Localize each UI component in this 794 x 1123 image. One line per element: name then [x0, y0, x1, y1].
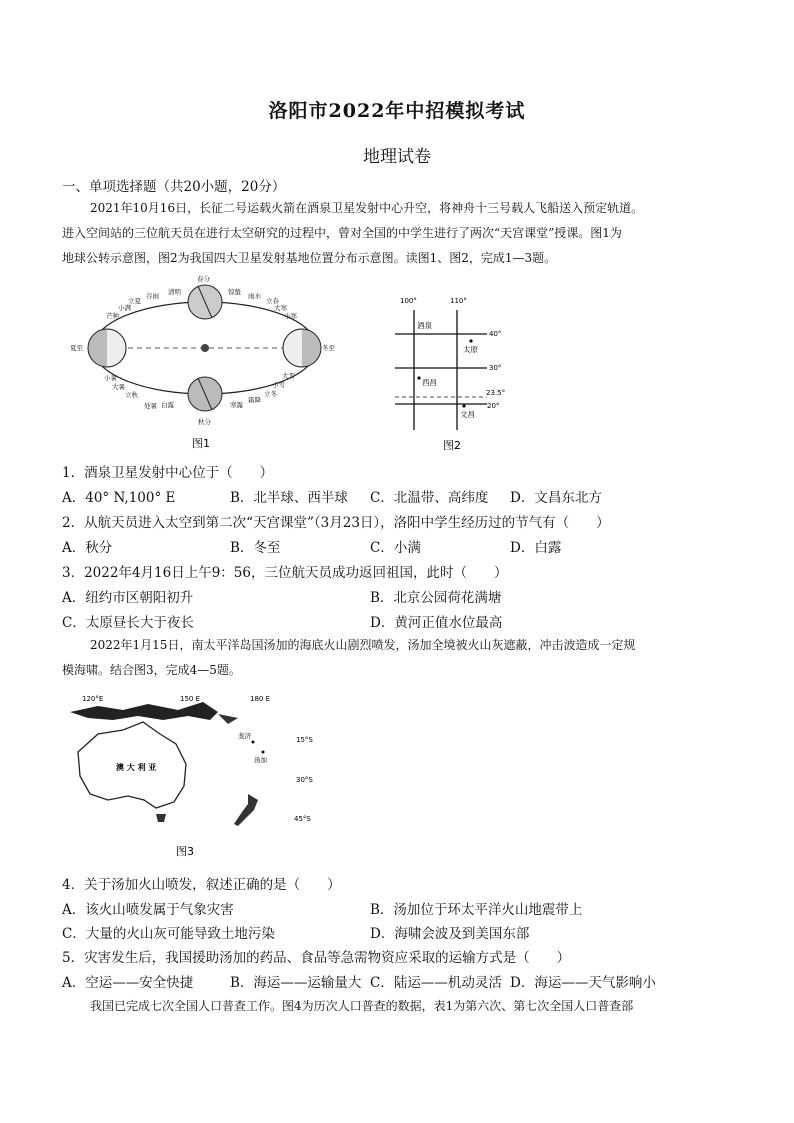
island-belt — [70, 702, 218, 720]
q4-option-b: B．汤加位于环太平洋火山地震带上 — [370, 902, 583, 918]
q2-option-a: A．秋分 — [62, 540, 113, 556]
term-mangzhong: 芒种 — [106, 312, 119, 320]
term-daxue: 大雪 — [282, 372, 295, 380]
section-heading: 一、单项选择题（共20小题，20分） — [62, 179, 286, 195]
q3-option-a: A．纽约市区朝阳初升 — [62, 590, 194, 606]
figure1-caption: 图1 — [192, 437, 210, 450]
term-yushui: 雨水 — [248, 292, 261, 300]
term-lichun: 立春 — [266, 297, 279, 305]
q3-option-d: D．黄河正值水位最高 — [370, 615, 503, 631]
lon-110-label: 110° — [450, 297, 467, 305]
q5-option-b: B．海运——运输量大 — [230, 975, 362, 991]
q5-option-a: A．空运——安全快捷 — [62, 975, 194, 991]
label-fiji: 斐济 — [238, 732, 251, 740]
figure3-map — [68, 690, 338, 860]
term-lidong: 立冬 — [264, 390, 277, 398]
term-jingzhe: 惊蛰 — [228, 288, 241, 296]
q1-option-b: B．北半球、西半球 — [230, 490, 348, 506]
term-chunfen: 春分 — [197, 275, 210, 283]
page-title: 洛阳市2022年中招模拟考试 — [268, 100, 526, 122]
lat-15-label: 15°S — [296, 736, 313, 744]
lat-30s-label: 30°S — [296, 776, 313, 784]
passage1-line3: 地球公转示意图，图2为我国四大卫星发射基地位置分布示意图。读图1、图2，完成1—3题。 — [62, 251, 557, 265]
q1-option-d: D．文昌东北方 — [510, 490, 602, 506]
term-dongzhi: 冬至 — [322, 344, 335, 352]
figure2-caption: 图2 — [443, 439, 461, 452]
lat-20-label: 20° — [487, 402, 500, 410]
lat-23-5-label: 23.5° — [486, 389, 506, 397]
site-wenchang: 文昌 — [460, 410, 475, 419]
q1-option-c: C．北温带、高纬度 — [370, 490, 489, 506]
term-dahan: 大寒 — [274, 304, 287, 312]
figure3-caption: 图3 — [176, 845, 194, 858]
q2-option-b: B．冬至 — [230, 540, 281, 556]
term-xiazhi: 夏至 — [70, 344, 83, 352]
term-shuangjiang: 霜降 — [248, 396, 261, 404]
term-guyu: 谷雨 — [146, 292, 159, 300]
lon-100-label: 100° — [400, 297, 417, 305]
site-xichang: 西昌 — [422, 378, 437, 387]
q4-option-d: D．海啸会波及到美国东部 — [370, 926, 530, 942]
term-qiufen: 秋分 — [198, 418, 211, 426]
term-hanlu: 寒露 — [230, 401, 243, 409]
q5-stem: 5．灾害发生后，我国援助汤加的药品、食品等急需物资应采取的运输方式是（ ） — [62, 950, 571, 966]
lon-120-label: 120°E — [82, 695, 104, 703]
lon-180-label: 180 E — [250, 695, 271, 703]
term-qingming: 清明 — [168, 288, 181, 296]
earth-icon-north — [188, 285, 222, 319]
lat-40-label: 40° — [489, 330, 502, 338]
term-xiaoman: 小满 — [118, 304, 131, 312]
island-png — [218, 714, 238, 724]
earth-icon-south — [188, 377, 222, 411]
site-taiyuan: 太原 — [463, 345, 478, 354]
figure2-launch-sites — [395, 290, 525, 460]
term-chushu: 处暑 — [144, 402, 157, 410]
q2-stem: 2．从航天员进入太空到第二次“天宫课堂”（3月23日），洛阳中学生经历过的节气有（ ） — [62, 515, 610, 531]
tasmania — [156, 814, 166, 822]
term-lixia: 立夏 — [128, 297, 141, 305]
passage3-line1: 我国已完成七次全国人口普查工作。图4为历次人口普查的数据，表1为第六次、第七次全国人口普查部 — [90, 999, 634, 1013]
term-liqiu: 立秋 — [125, 391, 138, 399]
passage1-line2: 进入空间站的三位航天员在进行太空研究的过程中，曾对全国的中学生进行了两次“天宫课堂”授课。图1为 — [62, 226, 622, 240]
sun-icon — [201, 344, 209, 352]
passage1-line1: 2021年10月16日，长征二号运载火箭在酒泉卫星发射中心升空，将神舟十三号载人飞船送入预定轨道。 — [90, 201, 644, 215]
site-jiuquan: 酒泉 — [417, 321, 432, 330]
q5-option-c: C．陆运——机动灵活 — [370, 975, 502, 991]
q4-stem: 4．关于汤加火山喷发，叙述正确的是（ ） — [62, 877, 341, 893]
q3-option-c: C．太原昼长大于夜长 — [62, 615, 194, 631]
term-xiaohan: 小寒 — [284, 312, 297, 320]
term-bailu: 白露 — [161, 401, 174, 409]
q1-stem: 1．酒泉卫星发射中心位于（ ） — [62, 465, 274, 481]
passage2-line2: 模海啸。结合图3，完成4—5题。 — [62, 663, 241, 677]
lat-45-label: 45°S — [294, 815, 311, 823]
q3-stem: 3．2022年4月16日上午9：56，三位航天员成功返回祖国，此时（ ） — [62, 565, 508, 581]
page-subtitle: 地理试卷 — [363, 147, 431, 167]
term-xiaoxue: 小雪 — [272, 381, 285, 389]
term-dashu: 大暑 — [112, 383, 125, 391]
new-zealand — [234, 794, 258, 826]
earth-icon-right — [283, 329, 321, 367]
label-tonga: 汤加 — [254, 756, 267, 764]
q4-option-a: A．该火山喷发属于气象灾害 — [62, 902, 234, 918]
figure1-earth-orbit — [70, 270, 340, 460]
q3-option-b: B．北京公园荷花满塘 — [370, 590, 502, 606]
term-xiaoshu: 小暑 — [104, 374, 117, 382]
q1-option-a: A．40° N,100° E — [62, 490, 176, 506]
q2-option-c: C．小满 — [370, 540, 421, 556]
lon-150-label: 150 E — [180, 695, 201, 703]
q5-option-d: D．海运——天气影响小 — [510, 975, 656, 991]
label-australia: 澳 大 利 亚 — [116, 763, 157, 772]
q4-option-c: C．大量的火山灰可能导致土地污染 — [62, 926, 275, 942]
passage2-line1: 2022年1月15日，南太平洋岛国汤加的海底火山剧烈喷发，汤加全境被火山灰遮蔽，冲击波造成一定规 — [90, 638, 636, 652]
q2-option-d: D．白露 — [510, 540, 562, 556]
lat-30-label: 30° — [489, 364, 502, 372]
earth-icon-left — [88, 329, 126, 367]
